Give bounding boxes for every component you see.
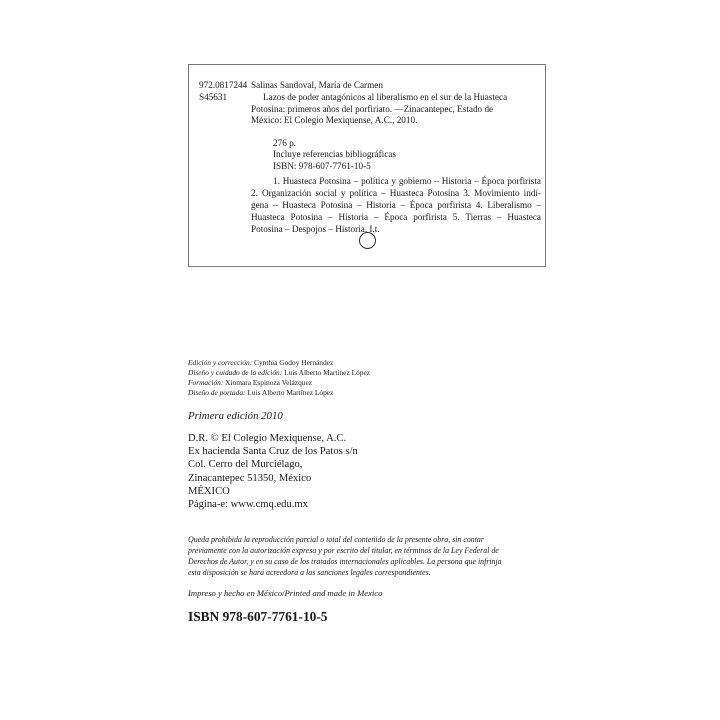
subject-line: 2. Organización social y política – Huasteca Potosina 3. Movimiento indí- xyxy=(251,187,541,198)
subject-line: gena – Huasteca Potosina – Historia – Época porfirista 4. Liberalismo – xyxy=(251,199,541,210)
card-title-block xyxy=(251,92,541,127)
credit-value: Luis Alberto Martínez López xyxy=(245,388,334,398)
legal-line: Queda prohibida la reproducción parcial o total del contenido de la presente obra, sin contar xyxy=(188,535,484,544)
credit-line xyxy=(188,378,370,388)
legal-line: esta disposición se hará acreedora a las sanciones legales correspondientes. xyxy=(188,568,431,577)
credits-block xyxy=(188,358,370,398)
card-notes xyxy=(273,138,396,172)
legal-line: Derechos de Autor, y en su caso de los tratados internacionales aplicables. La persona que infrinja xyxy=(188,557,502,566)
credit-value: Luis Alberto Martínez López xyxy=(282,368,371,378)
credit-label: Diseño y cuidado de la edición: xyxy=(188,368,283,378)
credit-line xyxy=(188,358,370,368)
legal-notice xyxy=(188,534,538,578)
call-number-cutter: S45631 xyxy=(199,92,228,102)
call-number-classification: 972.0817244 xyxy=(199,80,248,90)
address-line: Col. Cerro del Murciélago, xyxy=(188,459,303,471)
address-line: Página-e: www.cmq.edu.mx xyxy=(188,499,308,511)
address-line: Zinacantepec 51350, México xyxy=(188,472,312,484)
address-line: Ex hacienda Santa Cruz de los Patos s/n xyxy=(188,446,358,458)
card-title-line: México: El Colegio Mexiquense, A.C., 2010. xyxy=(251,115,418,126)
card-subjects xyxy=(251,176,541,236)
legal-line: previamente con la autorización expresa y por escrito del titular, en términos de la Ley Federal de xyxy=(188,546,499,555)
credit-label: Formación: xyxy=(188,378,224,388)
credit-value: Xiomara Espinoza Velázquez xyxy=(223,378,313,388)
card-title-line: Potosina: primeros años del porfiriato. —Zinacantepec, Estado de xyxy=(251,103,494,114)
credit-line xyxy=(188,368,370,378)
card-isbn: ISBN: 978-607-7761-10-5 xyxy=(273,160,371,171)
subject-line: Huasteca Potosina – Historia – Época porfirista 5. Tierras – Huasteca xyxy=(251,211,541,222)
card-bibliography-note: Incluye referencias bibliográficas xyxy=(273,149,396,160)
circle-mark-icon xyxy=(359,232,376,249)
edition-note: Primera edición 2010 xyxy=(188,410,283,422)
isbn-footer: ISBN 978-607-7761-10-5 xyxy=(188,609,328,624)
address-line: D.R. © El Colegio Mexiquense, A.C. xyxy=(188,433,347,444)
credit-label: Edición y corrección: xyxy=(188,358,253,367)
card-title-line: Lazos de poder antagónicos al liberalismo en el sur de la Huasteca xyxy=(263,92,508,102)
subject-line: Potosina – Despojos – Historia. I.t. xyxy=(251,223,380,234)
card-author: Salinas Sandoval, María de Carmen xyxy=(251,80,383,90)
catalog-card xyxy=(188,64,546,267)
printed-in-note: Impreso y hecho en México/Printed and made in Mexico xyxy=(188,588,383,598)
credit-label: Diseño de portada: xyxy=(188,388,246,398)
subject-line: 1. Huasteca Potosina – política y gobierno – Historia – Época porfirista xyxy=(273,176,541,186)
card-pages: 276 p. xyxy=(273,138,296,148)
address-line: MÉXICO xyxy=(188,485,230,497)
credit-value: Cynthia Godoy Hernández xyxy=(252,358,334,367)
credit-line xyxy=(188,388,370,398)
publisher-address xyxy=(188,432,358,511)
